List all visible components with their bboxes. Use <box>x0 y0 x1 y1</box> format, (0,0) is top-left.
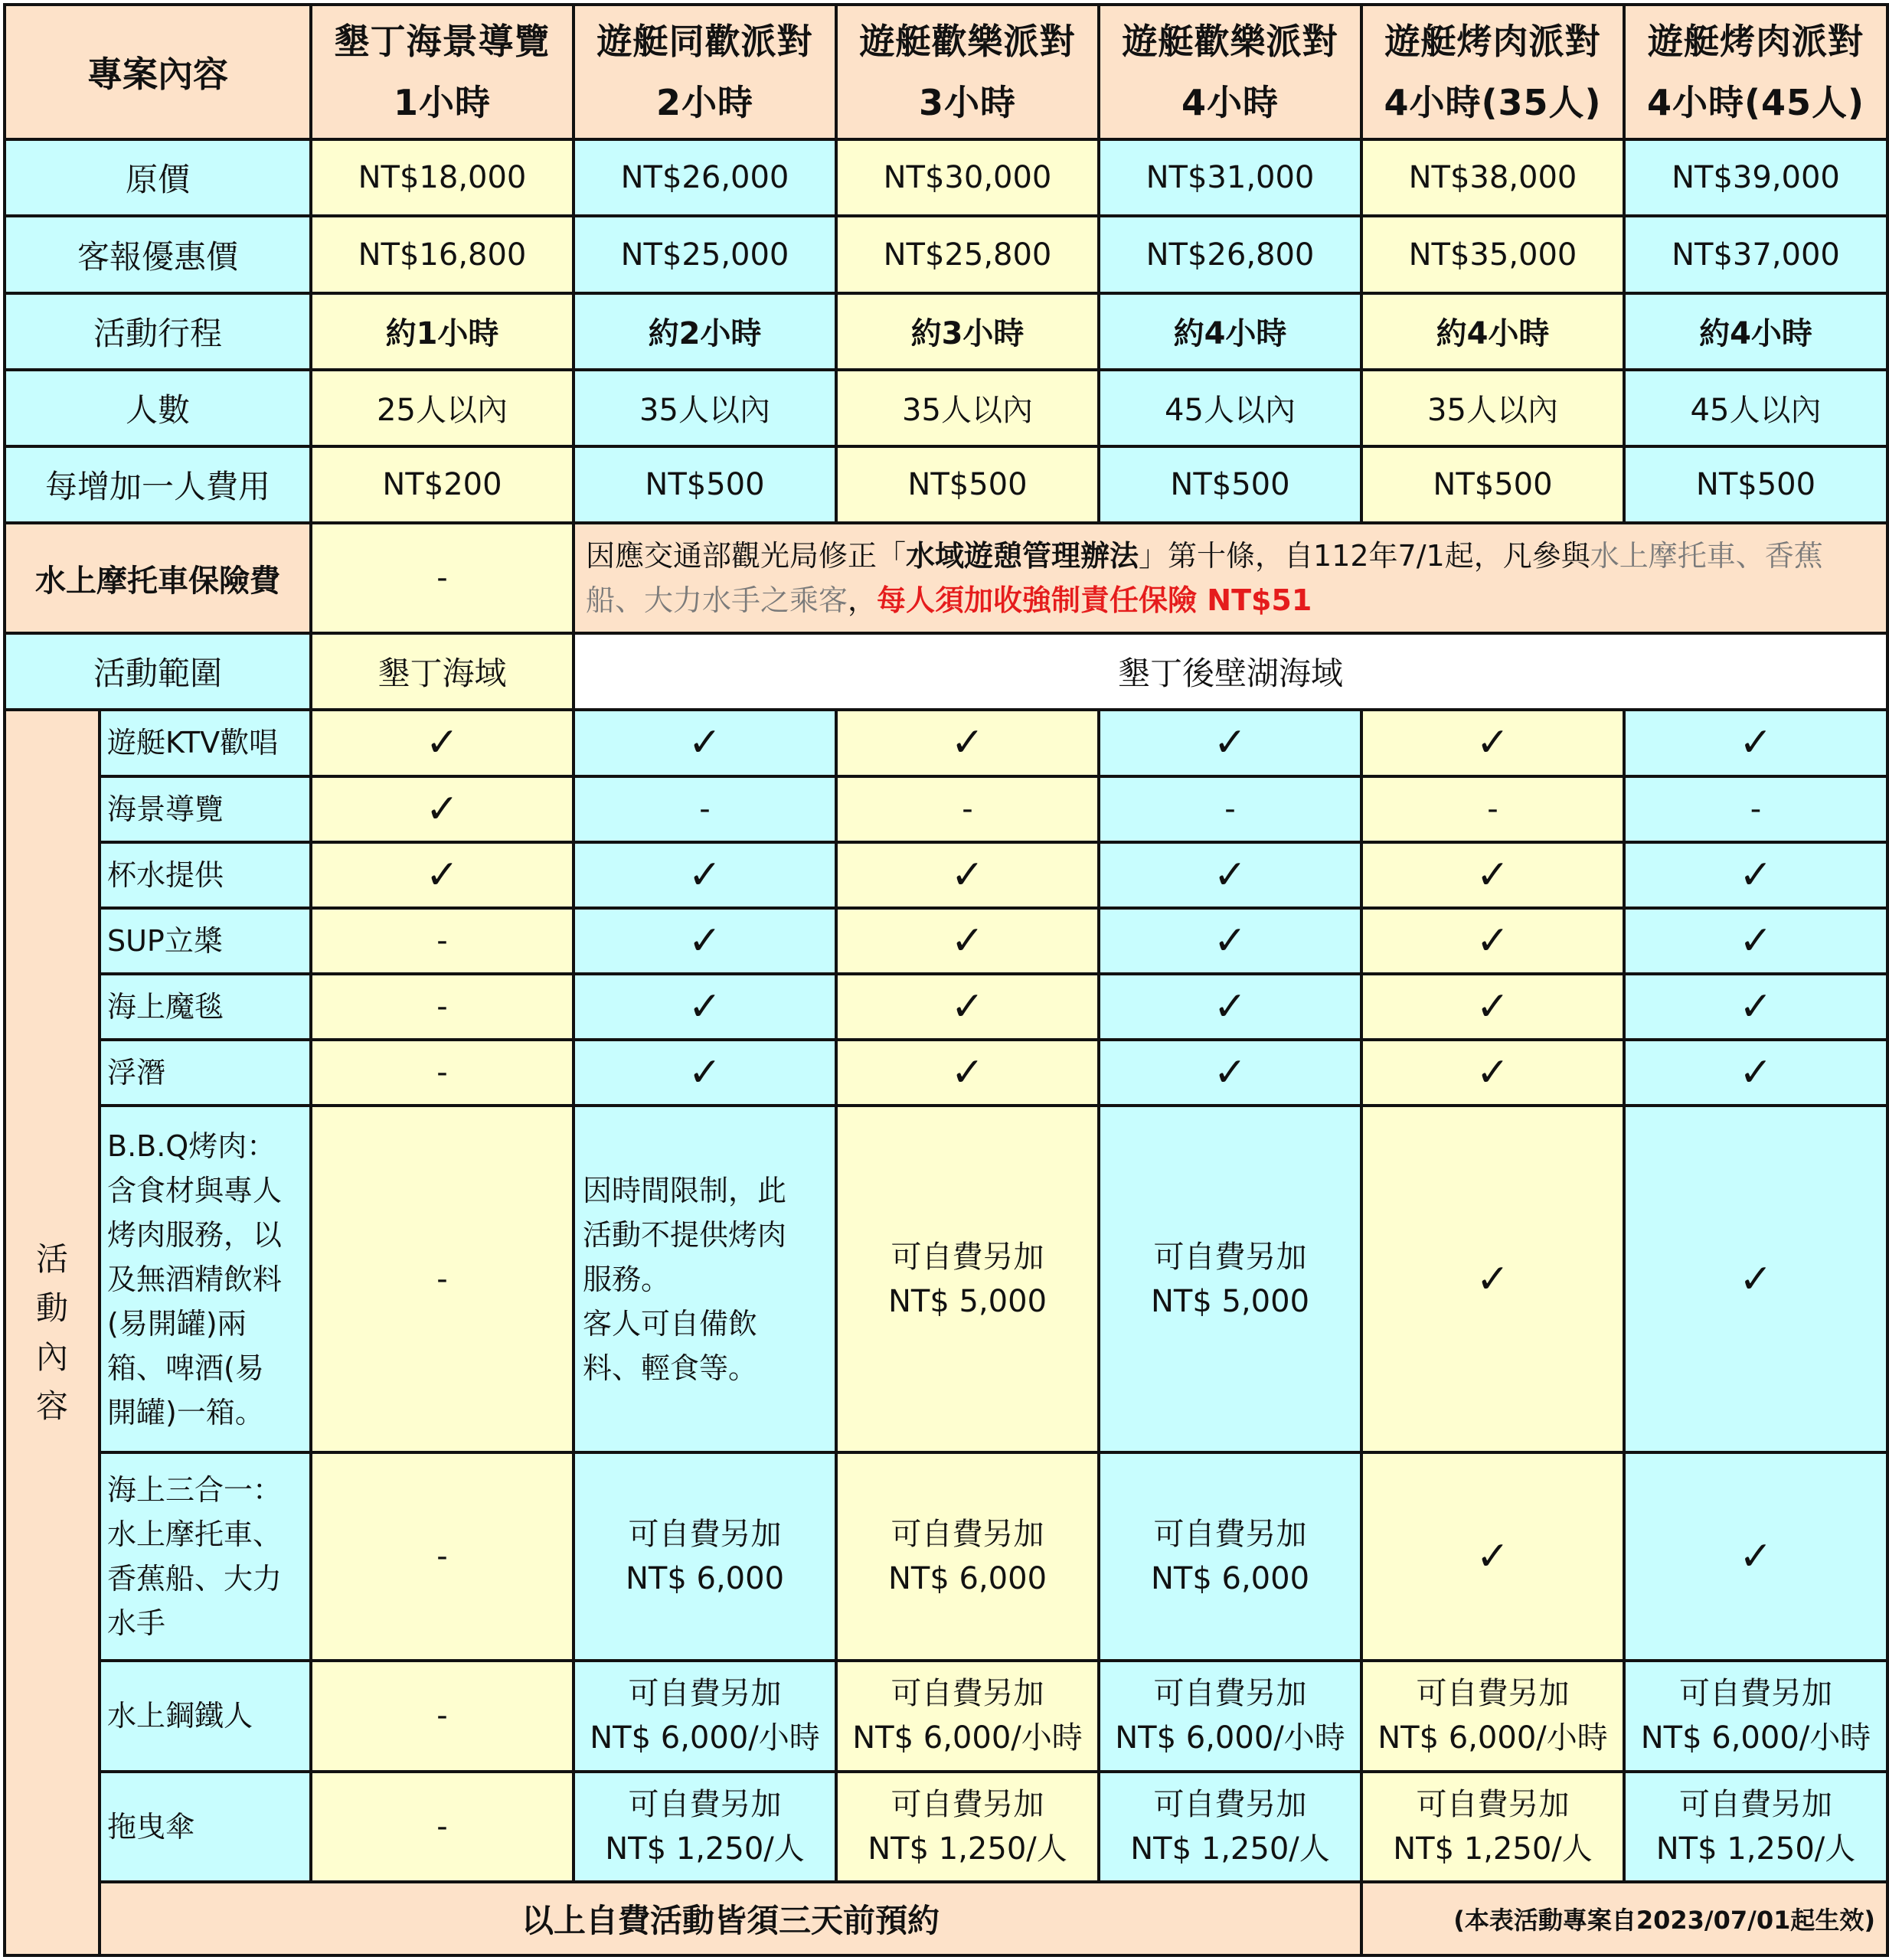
extra-fee-cell: NT$500 <box>1361 446 1624 523</box>
footer-row <box>5 1882 1887 1955</box>
itinerary-cell: 約4小時 <box>1099 293 1361 370</box>
discount-cell: NT$37,000 <box>1624 216 1887 292</box>
footer-main: 以上自費活動皆須三天前預約 <box>100 1882 1361 1955</box>
itinerary-cell: 約1小時 <box>311 293 574 370</box>
package-header: 遊艇歡樂派對 3小時 <box>836 5 1099 139</box>
discount-cell: NT$26,800 <box>1099 216 1361 292</box>
dash-cell: - <box>574 776 836 842</box>
check-icon: ✓ <box>574 974 836 1040</box>
activity-row-ktv <box>5 710 1887 776</box>
area-cell: 墾丁後壁湖海域 <box>574 633 1887 710</box>
addon-cell: 可自費另加 NT$ 1,250/人 <box>1624 1772 1887 1882</box>
itinerary-cell: 約3小時 <box>836 293 1099 370</box>
footer-note: (本表活動專案自2023/07/01起生效) <box>1361 1882 1887 1955</box>
activity-label: 遊艇KTV歡唱 <box>100 710 311 776</box>
price-cell: NT$18,000 <box>311 139 574 216</box>
check-icon: ✓ <box>574 842 836 908</box>
check-icon: ✓ <box>1624 1452 1887 1661</box>
addon-cell: 可自費另加 NT$ 6,000 <box>836 1452 1099 1661</box>
package-header: 遊艇烤肉派對 4小時(35人) <box>1361 5 1624 139</box>
package-comparison-table <box>3 3 1889 1957</box>
addon-cell: 可自費另加 NT$ 1,250/人 <box>836 1772 1099 1882</box>
check-icon: ✓ <box>836 710 1099 776</box>
check-icon: ✓ <box>1624 1040 1887 1106</box>
check-icon: ✓ <box>1099 908 1361 974</box>
extra-fee-cell: NT$500 <box>574 446 836 523</box>
people-cell: 35人以內 <box>1361 370 1624 446</box>
check-icon: ✓ <box>1361 1106 1624 1452</box>
check-icon: ✓ <box>1099 974 1361 1040</box>
check-icon: ✓ <box>1624 908 1887 974</box>
activity-label: 杯水提供 <box>100 842 311 908</box>
check-icon: ✓ <box>1624 1106 1887 1452</box>
discount-price-row <box>5 216 1887 292</box>
row-label: 客報優惠價 <box>5 216 311 292</box>
check-icon: ✓ <box>574 908 836 974</box>
insurance-cell: - <box>311 523 574 633</box>
itinerary-cell: 約4小時 <box>1361 293 1624 370</box>
row-label: 每增加一人費用 <box>5 446 311 523</box>
people-row <box>5 370 1887 446</box>
insurance-notice: 因應交通部觀光局修正「水域遊憩管理辦法」第十條，自112年7/1起，凡參與水上摩托車、香蕉船、大力水手之乘客，每人須加收強制責任保險 NT$51 <box>574 523 1887 633</box>
itinerary-cell: 約4小時 <box>1624 293 1887 370</box>
dash-cell: - <box>311 1040 574 1106</box>
discount-cell: NT$25,800 <box>836 216 1099 292</box>
activity-label: B.B.Q烤肉： 含食材與專人 烤肉服務，以 及無酒精飲料 (易開罐)兩 箱、啤酒(易 開罐)一箱。 <box>100 1106 311 1452</box>
activity-row-carpet <box>5 974 1887 1040</box>
addon-cell: 可自費另加 NT$ 6,000/小時 <box>836 1661 1099 1771</box>
dash-cell: - <box>311 974 574 1040</box>
dash-cell: - <box>311 908 574 974</box>
addon-cell: 可自費另加 NT$ 6,000/小時 <box>1099 1661 1361 1771</box>
row-label: 人數 <box>5 370 311 446</box>
itinerary-row <box>5 293 1887 370</box>
activity-row-ironman <box>5 1661 1887 1771</box>
check-icon: ✓ <box>1361 1040 1624 1106</box>
activity-label: 海上魔毯 <box>100 974 311 1040</box>
check-icon: ✓ <box>1361 1452 1624 1661</box>
original-price-row <box>5 139 1887 216</box>
check-icon: ✓ <box>836 842 1099 908</box>
package-header: 遊艇烤肉派對 4小時(45人) <box>1624 5 1887 139</box>
activity-row-tour <box>5 776 1887 842</box>
activity-label: 浮潛 <box>100 1040 311 1106</box>
header-row <box>5 5 1887 139</box>
activity-row-water <box>5 842 1887 908</box>
area-row <box>5 633 1887 710</box>
row-label: 活動行程 <box>5 293 311 370</box>
check-icon: ✓ <box>1099 842 1361 908</box>
dash-cell: - <box>1624 776 1887 842</box>
check-icon: ✓ <box>311 842 574 908</box>
check-icon: ✓ <box>1099 710 1361 776</box>
check-icon: ✓ <box>1361 974 1624 1040</box>
bbq-note: 因時間限制，此 活動不提供烤肉 服務。 客人可自備飲 料、輕食等。 <box>574 1106 836 1452</box>
itinerary-cell: 約2小時 <box>574 293 836 370</box>
extra-fee-cell: NT$200 <box>311 446 574 523</box>
addon-cell: 可自費另加 NT$ 5,000 <box>1099 1106 1361 1452</box>
activity-group-label: 活 動 內 容 <box>5 710 100 1955</box>
dash-cell: - <box>311 1106 574 1452</box>
check-icon: ✓ <box>1624 974 1887 1040</box>
activity-label: 海上三合一： 水上摩托車、 香蕉船、大力 水手 <box>100 1452 311 1661</box>
extra-fee-cell: NT$500 <box>1099 446 1361 523</box>
price-cell: NT$26,000 <box>574 139 836 216</box>
check-icon: ✓ <box>836 974 1099 1040</box>
row-label: 原價 <box>5 139 311 216</box>
extra-person-row <box>5 446 1887 523</box>
addon-cell: 可自費另加 NT$ 6,000 <box>1099 1452 1361 1661</box>
people-cell: 25人以內 <box>311 370 574 446</box>
addon-cell: 可自費另加 NT$ 6,000 <box>574 1452 836 1661</box>
check-icon: ✓ <box>1624 710 1887 776</box>
discount-cell: NT$35,000 <box>1361 216 1624 292</box>
addon-cell: 可自費另加 NT$ 6,000/小時 <box>1361 1661 1624 1771</box>
addon-cell: 可自費另加 NT$ 6,000/小時 <box>574 1661 836 1771</box>
dash-cell: - <box>836 776 1099 842</box>
activity-label: 拖曳傘 <box>100 1772 311 1882</box>
activity-label: 水上鋼鐵人 <box>100 1661 311 1771</box>
activity-row-parasail <box>5 1772 1887 1882</box>
check-icon: ✓ <box>1624 842 1887 908</box>
check-icon: ✓ <box>1361 842 1624 908</box>
package-header: 遊艇同歡派對 2小時 <box>574 5 836 139</box>
check-icon: ✓ <box>836 908 1099 974</box>
price-cell: NT$31,000 <box>1099 139 1361 216</box>
addon-cell: 可自費另加 NT$ 1,250/人 <box>1361 1772 1624 1882</box>
extra-fee-cell: NT$500 <box>836 446 1099 523</box>
price-cell: NT$38,000 <box>1361 139 1624 216</box>
dash-cell: - <box>311 1452 574 1661</box>
addon-cell: 可自費另加 NT$ 5,000 <box>836 1106 1099 1452</box>
activity-label: 海景導覽 <box>100 776 311 842</box>
check-icon: ✓ <box>836 1040 1099 1106</box>
price-cell: NT$30,000 <box>836 139 1099 216</box>
activity-row-snorkel <box>5 1040 1887 1106</box>
extra-fee-cell: NT$500 <box>1624 446 1887 523</box>
addon-cell: 可自費另加 NT$ 1,250/人 <box>574 1772 836 1882</box>
price-cell: NT$39,000 <box>1624 139 1887 216</box>
people-cell: 35人以內 <box>574 370 836 446</box>
activity-label: SUP立槳 <box>100 908 311 974</box>
activity-row-sup <box>5 908 1887 974</box>
check-icon: ✓ <box>1099 1040 1361 1106</box>
check-icon: ✓ <box>574 1040 836 1106</box>
check-icon: ✓ <box>311 776 574 842</box>
header-label: 專案內容 <box>5 5 311 139</box>
insurance-label: 水上摩托車保險費 <box>5 523 311 633</box>
package-header: 墾丁海景導覽 1小時 <box>311 5 574 139</box>
people-cell: 45人以內 <box>1099 370 1361 446</box>
activity-row-combo <box>5 1452 1887 1661</box>
addon-cell: 可自費另加 NT$ 6,000/小時 <box>1624 1661 1887 1771</box>
check-icon: ✓ <box>574 710 836 776</box>
dash-cell: - <box>1099 776 1361 842</box>
discount-cell: NT$25,000 <box>574 216 836 292</box>
dash-cell: - <box>311 1772 574 1882</box>
dash-cell: - <box>1361 776 1624 842</box>
insurance-row <box>5 523 1887 633</box>
check-icon: ✓ <box>1361 908 1624 974</box>
area-cell: 墾丁海域 <box>311 633 574 710</box>
people-cell: 45人以內 <box>1624 370 1887 446</box>
package-header: 遊艇歡樂派對 4小時 <box>1099 5 1361 139</box>
discount-cell: NT$16,800 <box>311 216 574 292</box>
check-icon: ✓ <box>311 710 574 776</box>
row-label: 活動範圍 <box>5 633 311 710</box>
dash-cell: - <box>311 1661 574 1771</box>
check-icon: ✓ <box>1361 710 1624 776</box>
people-cell: 35人以內 <box>836 370 1099 446</box>
activity-row-bbq <box>5 1106 1887 1452</box>
addon-cell: 可自費另加 NT$ 1,250/人 <box>1099 1772 1361 1882</box>
